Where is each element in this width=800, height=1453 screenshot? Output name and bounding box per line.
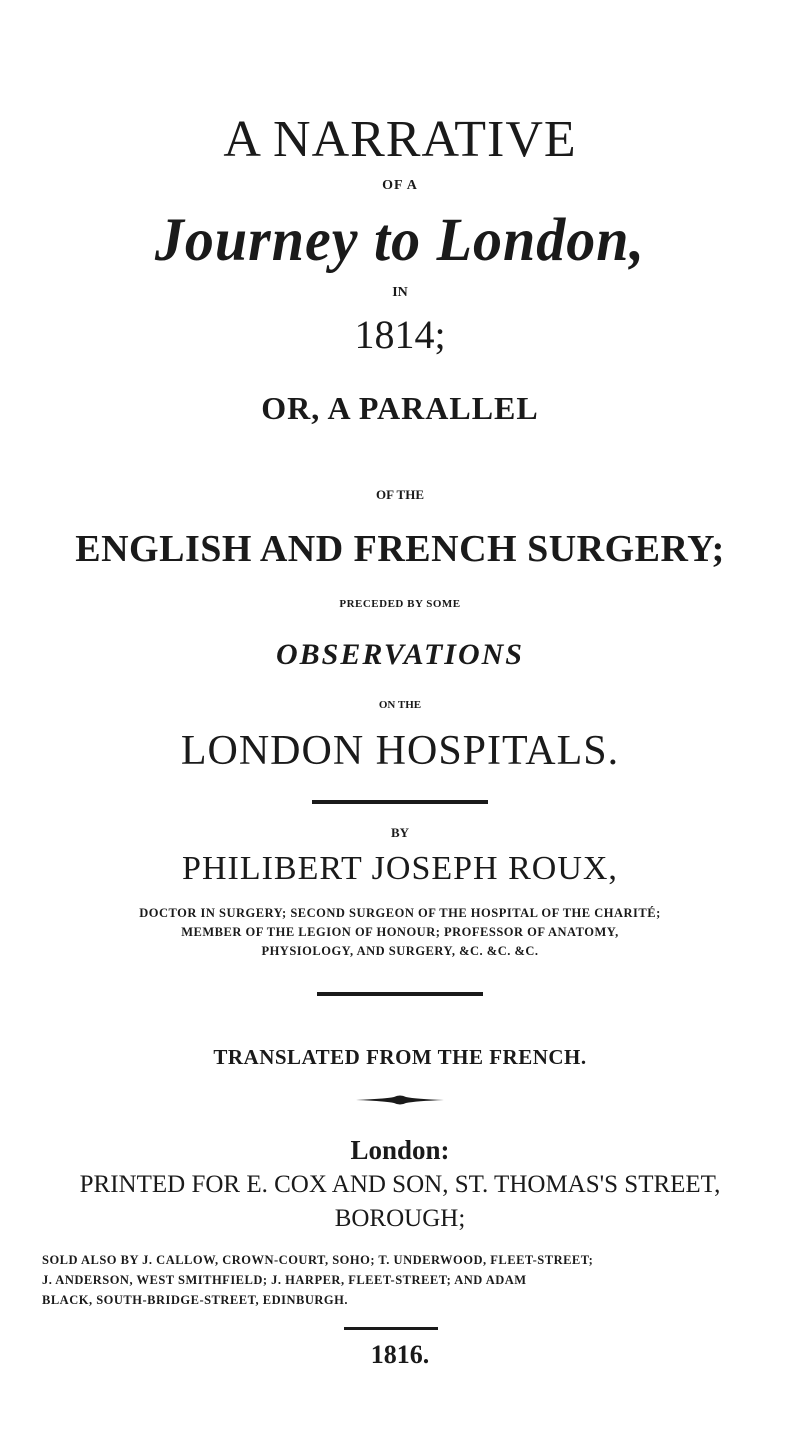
of-a-text: OF A <box>382 178 418 193</box>
imprint-borough: BOROUGH; <box>334 1205 466 1232</box>
divider-rule <box>344 1327 438 1330</box>
in-text: IN <box>392 285 408 300</box>
observations-heading: OBSERVATIONS <box>276 638 524 671</box>
journey-heading: Journey to London, <box>154 205 646 274</box>
divider-rule <box>317 992 483 996</box>
sold-also-line: J. ANDERSON, WEST SMITHFIELD; J. HARPER, FLEET-STREET; AND ADAM <box>42 1273 527 1287</box>
on-the-text: ON THE <box>378 699 422 711</box>
of-the-text: OF THE <box>375 487 425 502</box>
ornament-icon <box>354 1092 446 1108</box>
subject-heading: ENGLISH AND FRENCH SURGERY; <box>75 528 725 570</box>
author-name: PHILIBERT JOSEPH ROUX, <box>182 850 618 887</box>
preceded-by-text: PRECEDED BY SOME <box>339 598 461 610</box>
book-title: A NARRATIVE <box>223 111 577 168</box>
or-parallel-text: OR, A PARALLEL <box>261 390 539 426</box>
imprint-printer: PRINTED FOR E. COX AND SON, ST. THOMAS'S STREET, <box>79 1171 721 1198</box>
author-credential: PHYSIOLOGY, AND SURGERY, &C. &C. &C. <box>261 944 539 958</box>
by-text: BY <box>390 825 410 840</box>
sold-also-line: BLACK, SOUTH-BRIDGE-STREET, EDINBURGH. <box>42 1293 348 1307</box>
divider-rule <box>312 800 488 804</box>
translated-note: TRANSLATED FROM THE FRENCH. <box>213 1045 587 1069</box>
publication-year: 1816. <box>370 1340 430 1369</box>
author-credential: MEMBER OF THE LEGION OF HONOUR; PROFESSOR OF ANATOMY, <box>181 925 619 939</box>
journey-year: 1814; <box>354 312 446 357</box>
sold-also-line: SOLD ALSO BY J. CALLOW, CROWN-COURT, SOHO; T. UNDERWOOD, FLEET-STREET; <box>42 1253 594 1267</box>
imprint-place: London: <box>350 1135 450 1165</box>
author-credential: DOCTOR IN SURGERY; SECOND SURGEON OF THE HOSPITAL OF THE CHARITÉ; <box>139 906 661 920</box>
hospitals-heading: LONDON HOSPITALS. <box>180 728 620 774</box>
